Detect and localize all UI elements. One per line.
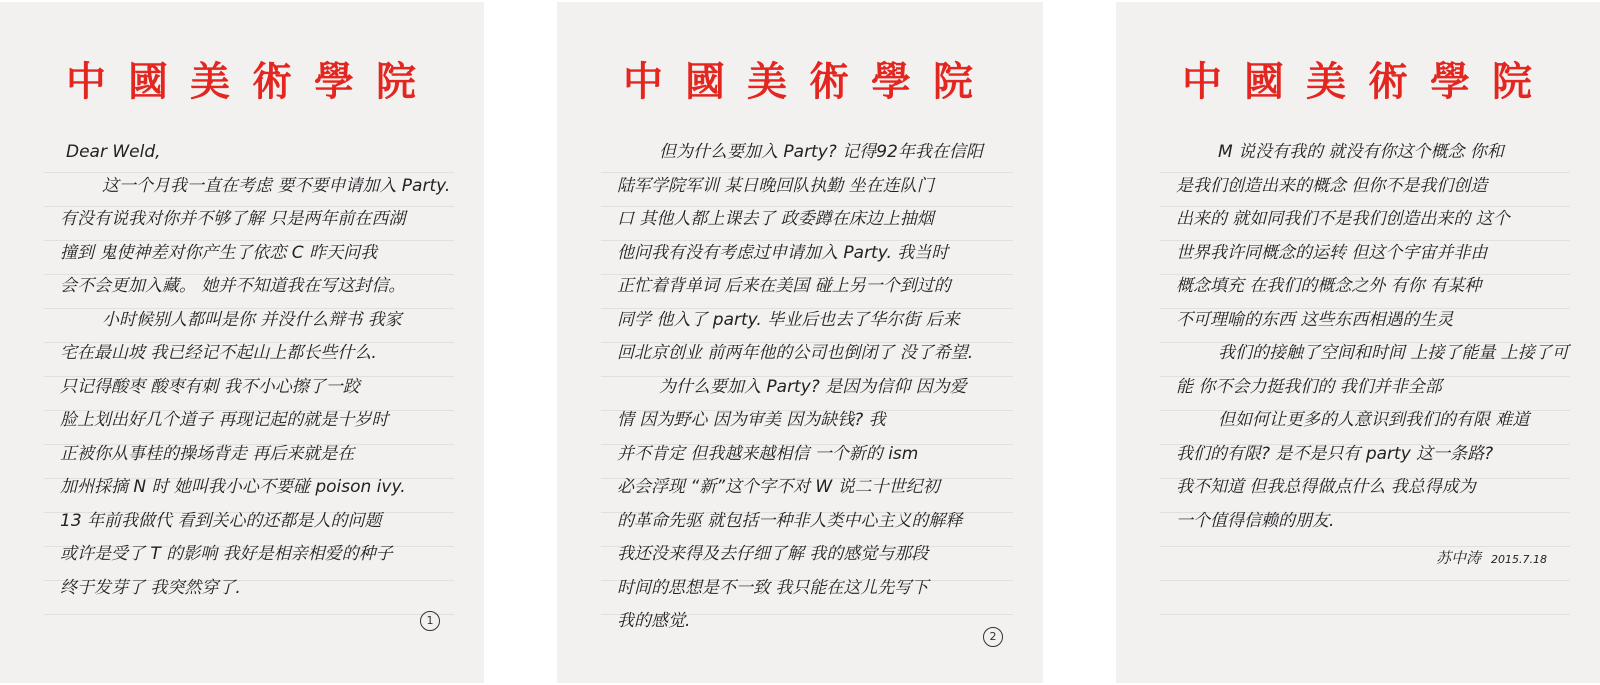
text-line: 时间的思想是不一致 我只能在这儿先写下 (617, 577, 929, 598)
letter-body-3 (1176, 136, 1572, 538)
text-line: 我还没来得及去仔细了解 我的感觉与那段 (617, 544, 929, 564)
text-line: 终于发芽了 我突然穿了. (60, 577, 241, 598)
text-line: 口 其他人都上课去了 政委蹲在床边上抽烟 (617, 209, 934, 229)
letter-page-2 (557, 2, 1043, 683)
letter-page-3 (1116, 2, 1600, 683)
text-line: 并不肯定 但我越来越相信 一个新的 ism (617, 443, 919, 464)
text-line: 小时候别人都叫是你 并没什么辩书 我家 (102, 309, 402, 330)
text-line: 是我们创造出来的概念 但你不是我们创造 (1176, 175, 1488, 196)
text-line: 出来的 就如同我们不是我们创造出来的 这个 (1176, 209, 1510, 229)
text-line: 13 年前我做代 看到关心的还都是人的问题 (60, 510, 382, 531)
text-line: 撞到 鬼使神差对你产生了依恋 C 昨天问我 (60, 242, 378, 263)
text-line: 世界我许同概念的运转 但这个宇宙并非由 (1176, 242, 1488, 263)
text-line: 或许是受了 T 的影响 我好是相亲相爱的种子 (60, 544, 393, 564)
text-line: 宅在最山坡 我已经记不起山上都长些什么. (60, 343, 377, 363)
letter-body-1 (60, 136, 456, 605)
text-line: 同学 他入了 party. 毕业后也去了华尔街 后来 (617, 309, 960, 330)
text-line: 加州採摘 N 时 她叫我小心不要碰 poison ivy. (60, 477, 406, 497)
text-line: 必会浮现 “新”这个字不对 W 说二十世纪初 (617, 477, 940, 497)
page-number: 2 (983, 627, 1003, 647)
text-line: 为什么要加入 Party? 是因为信仰 因为爱 (659, 376, 967, 397)
text-line: 但如何让更多的人意识到我们的有限 难道 (1218, 410, 1530, 430)
page-number: 1 (420, 611, 440, 631)
signature-name: 苏中涛 (1436, 549, 1482, 567)
salutation: Dear Weld, (66, 142, 161, 162)
text-line: 有没有说我对你并不够了解 只是两年前在西湖 (60, 209, 406, 229)
text-line: 不可理喻的东西 这些东西相遇的生灵 (1176, 309, 1454, 330)
text-line: 他问我有没有考虑过申请加入 Party. 我当时 (617, 242, 949, 263)
text-line: 我们的有限? 是不是只有 party 这一条路? (1176, 443, 1494, 464)
letter-body-2 (617, 136, 1015, 639)
text-line: 我的感觉. (617, 611, 691, 631)
text-line: 我不知道 但我总得做点什么 我总得成为 (1176, 477, 1476, 497)
text-line: 脸上划出好几个道子 再现记起的就是十岁时 (60, 410, 389, 430)
text-line: 正被你从事桂的操场背走 再后来就是在 (60, 443, 355, 464)
text-line: 概念填充 在我们的概念之外 有你 有某种 (1176, 276, 1482, 296)
letterhead: 中國美術學院 (623, 58, 995, 105)
text-line: 回北京创业 前两年他的公司也倒闭了 没了希望. (617, 343, 974, 363)
text-line: 能 你不会力挺我们的 我们并非全部 (1176, 376, 1442, 397)
signature (1436, 547, 1547, 568)
text-line: 但为什么要加入 Party? 记得92年我在信阳 (659, 142, 983, 162)
text-line: 陆军学院军训 某日晚回队执勤 坐在连队门 (617, 175, 934, 196)
text-line: 只记得酸枣 酸枣有刺 我不小心擦了一跤 (60, 376, 360, 397)
text-line: 会不会更加入藏。 她并不知道我在写这封信。 (60, 276, 406, 296)
text-line: M 说没有我的 就没有你这个概念 你和 (1218, 142, 1504, 162)
text-line: 情 因为野心 因为审美 因为缺钱? 我 (617, 410, 886, 430)
text-line: 的革命先驱 就包括一种非人类中心主义的解释 (617, 510, 963, 531)
text-line: 一个值得信赖的朋友. (1176, 510, 1335, 531)
letter-page-1 (0, 2, 484, 683)
text-line: 这一个月我一直在考虑 要不要申请加入 Party. (102, 175, 451, 196)
text-line: 正忙着背单词 后来在美国 碰上另一个到过的 (617, 276, 951, 296)
signature-date: 2015.7.18 (1491, 553, 1547, 566)
text-line: 我们的接触了空间和时间 上接了能量 上接了可 (1218, 343, 1569, 363)
letterhead: 中國美術學院 (1182, 58, 1554, 105)
letterhead: 中國美術學院 (66, 58, 438, 105)
